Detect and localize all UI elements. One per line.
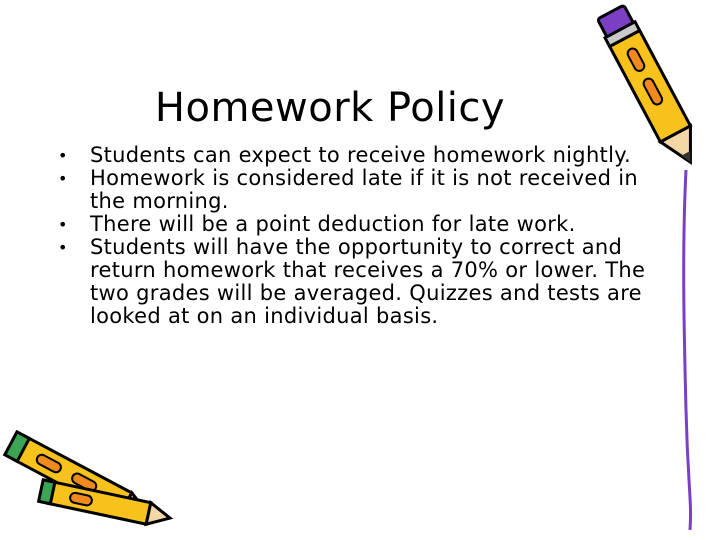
bullet-marker: • <box>58 215 68 234</box>
bullet-text: Students can expect to receive homework nightly. <box>90 143 631 167</box>
bullet-text: Homework is considered late if it is not received in the morning. <box>90 166 638 213</box>
bullet-marker: • <box>58 146 68 165</box>
bullet-item <box>56 167 656 213</box>
bullet-item <box>56 144 656 167</box>
pencil-icon <box>596 0 706 175</box>
bullet-text: There will be a point deduction for late work. <box>90 212 576 236</box>
decorative-line <box>680 170 704 530</box>
slide-title: Homework Policy <box>154 85 506 131</box>
bullet-marker: • <box>58 238 68 257</box>
bullet-item <box>56 236 656 328</box>
bullet-list <box>56 144 656 328</box>
pencils-icon <box>0 430 175 540</box>
bullet-item <box>56 213 656 236</box>
bullet-marker: • <box>58 169 68 188</box>
bullet-text: Students will have the opportunity to correct and return homework that receives a 70% or lower. The two grades will be averaged. Quizzes and tests are looked at on an individual basis. <box>90 235 646 328</box>
